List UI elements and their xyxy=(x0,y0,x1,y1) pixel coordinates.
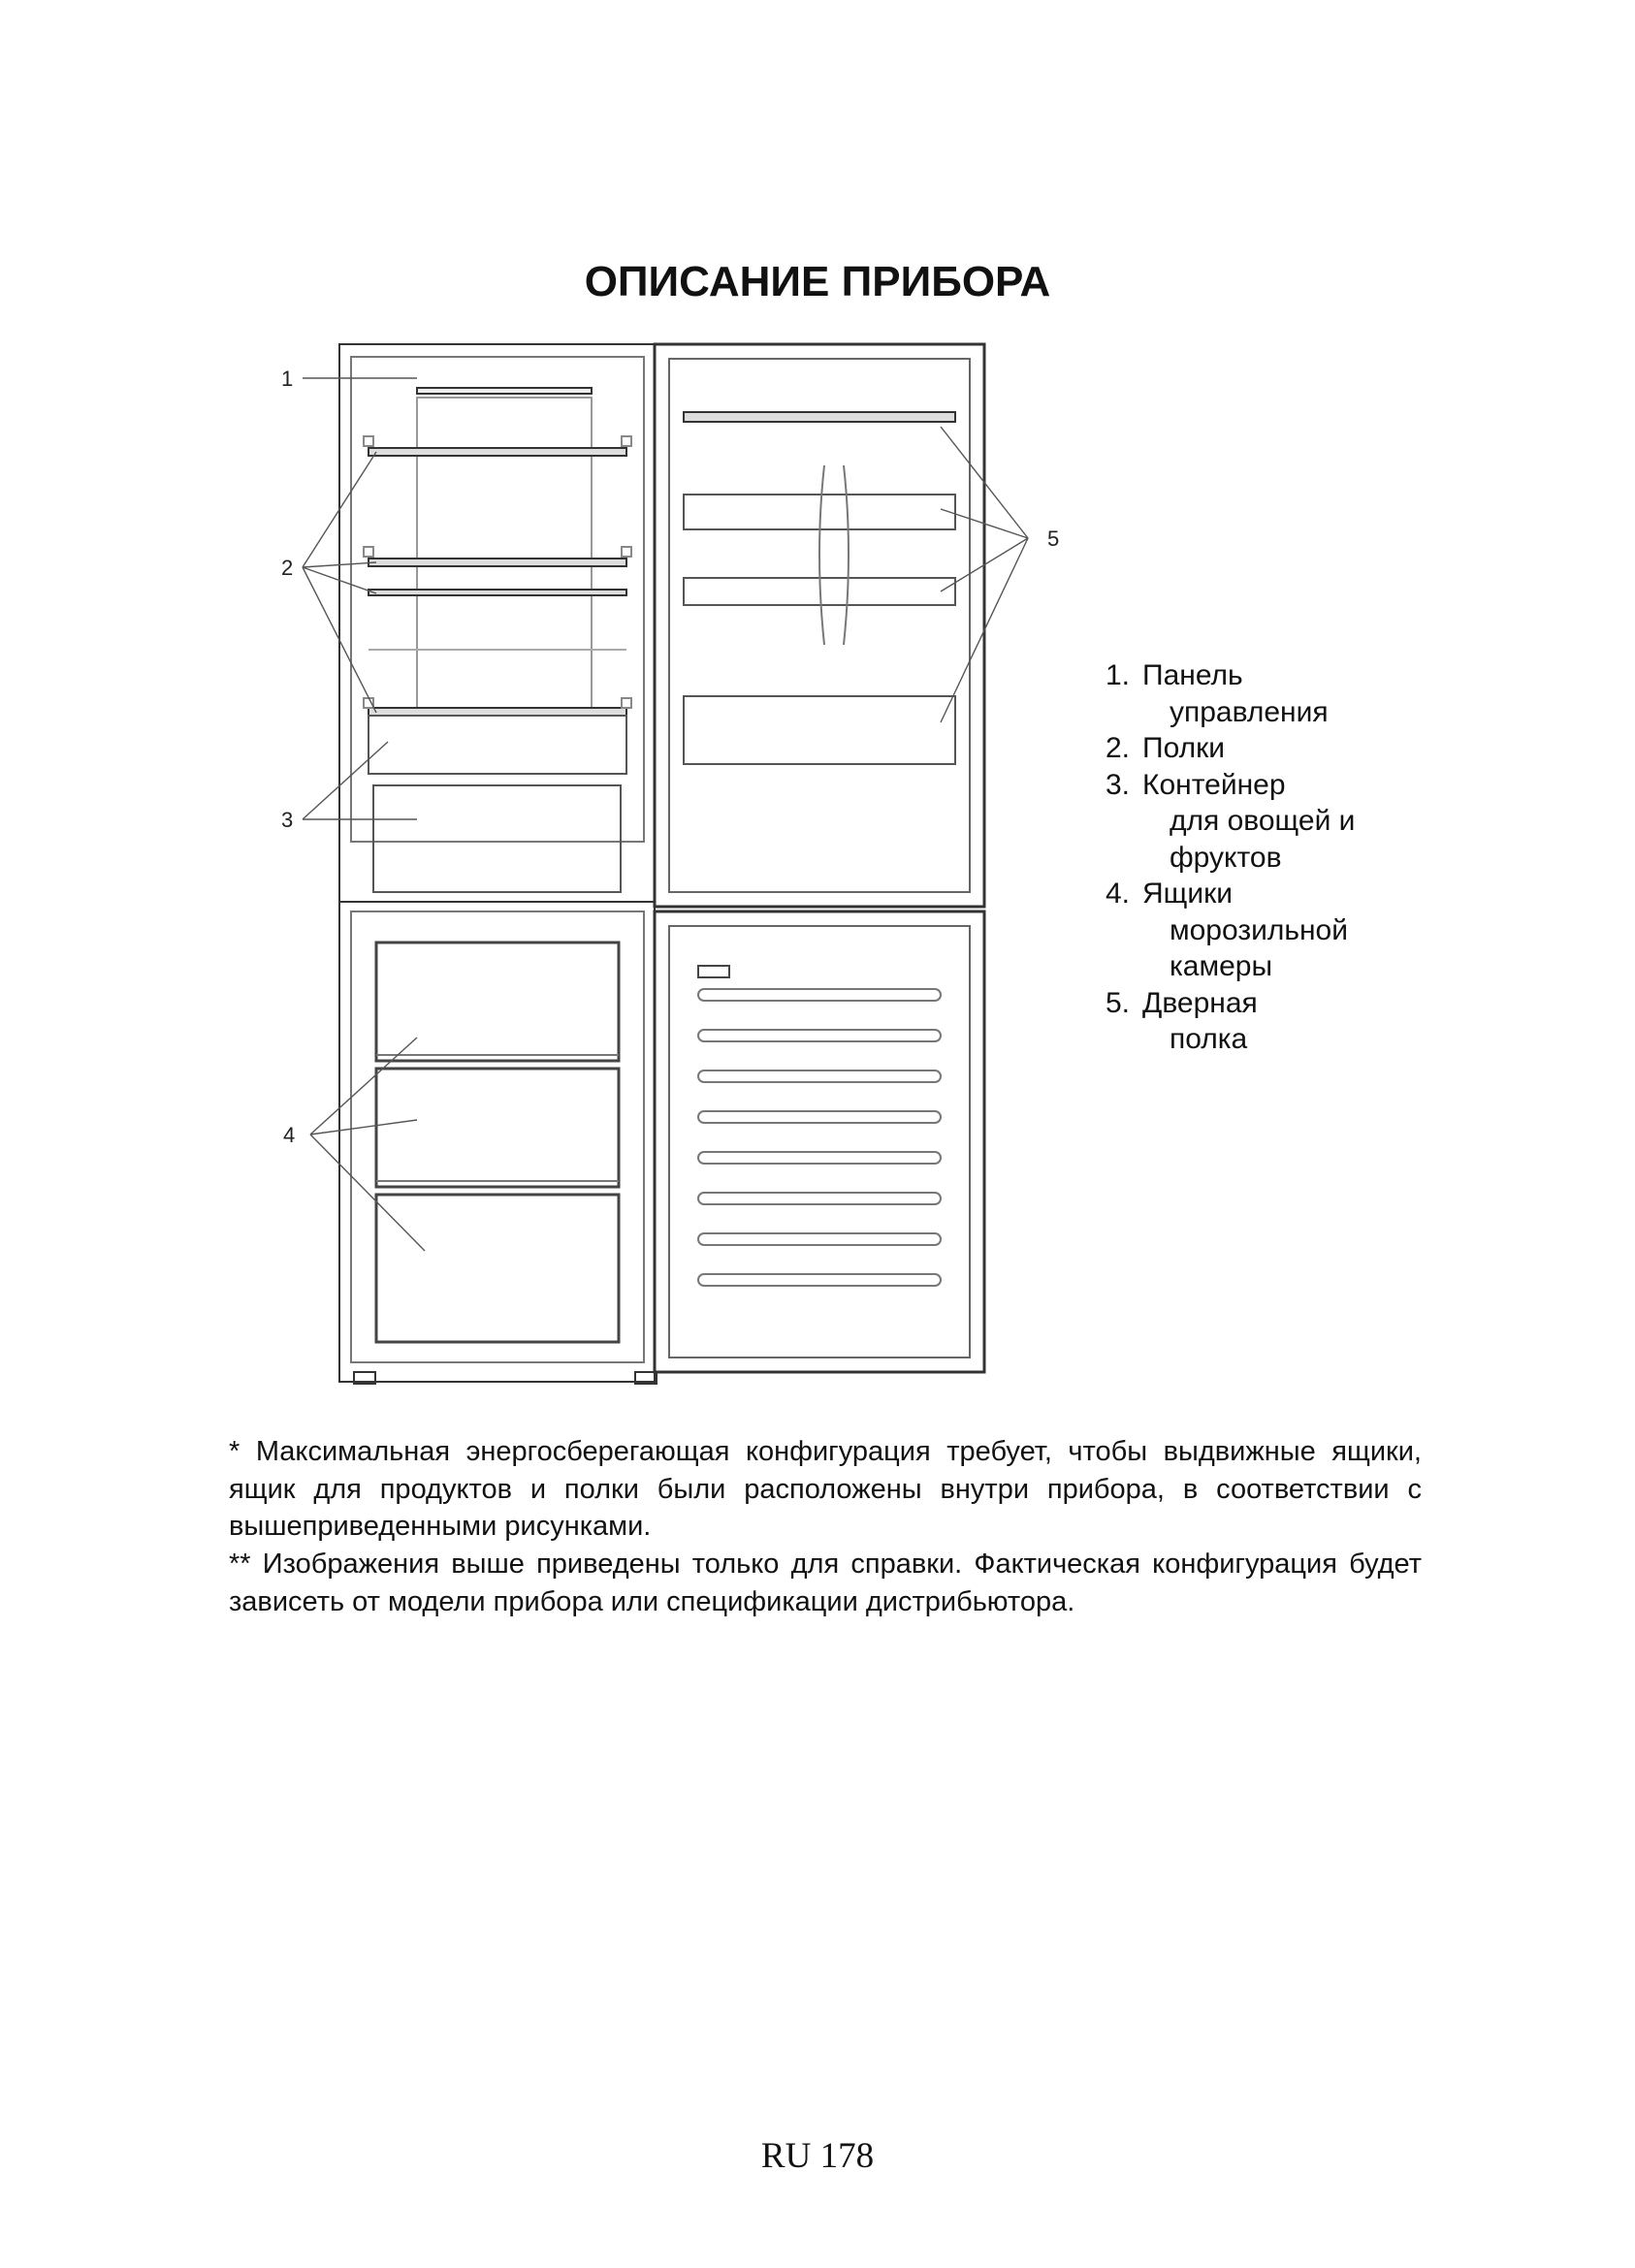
callout-5: 5 xyxy=(1047,527,1060,551)
callout-1: 1 xyxy=(281,367,294,391)
control-panel-shape xyxy=(417,388,592,394)
legend-item: 4. Ящики морозильной камеры xyxy=(1106,878,1348,982)
callout-2: 2 xyxy=(281,556,294,580)
shelf-shape xyxy=(369,708,626,716)
shelf-shape xyxy=(369,590,626,595)
crisper-cover-shape xyxy=(369,716,626,774)
fridge-compartment xyxy=(351,357,644,842)
door-shelf-shape xyxy=(684,696,955,764)
freezer-door-inner xyxy=(669,926,970,1358)
door-control-shape xyxy=(698,966,729,977)
fridge-door-inner xyxy=(669,359,970,892)
refrigerator-drawing xyxy=(262,330,1060,1391)
door-shelf-shape xyxy=(684,412,955,422)
page-title: ОПИСАНИЕ ПРИБОРА xyxy=(584,258,1051,305)
shelf-shape xyxy=(369,559,626,566)
legend-item: 5. Дверная полка xyxy=(1106,986,1258,1055)
legend-item: 2. Полки xyxy=(1106,732,1225,764)
shelf-shape xyxy=(369,448,626,456)
freezer-drawer-shape xyxy=(376,1195,619,1342)
callout-4: 4 xyxy=(283,1123,296,1147)
crisper-box-shape xyxy=(373,785,621,892)
cabinet-outline xyxy=(339,344,655,1382)
freezer-door-shape xyxy=(655,911,984,1372)
legend-item: 3. Контейнер для овощей и фруктов xyxy=(1106,768,1356,874)
freezer-compartment xyxy=(351,911,644,1362)
freezer-drawer-shape xyxy=(376,942,619,1061)
freezer-drawer-shape xyxy=(376,1069,619,1187)
fridge-door-shape xyxy=(655,344,984,907)
page-number: RU 178 xyxy=(760,2136,875,2176)
parts-legend xyxy=(1106,657,1396,1058)
callout-leaders xyxy=(303,378,1028,1251)
energy-note: * Максимальная энергосберегающая конфигурация требует, чтобы выдвижные ящики, ящик для продуктов и полки были расположены внутри прибора, в соответствии с вышеприведенными рисунками. xyxy=(229,1436,1422,1542)
legend-item: 1. Панель управления xyxy=(1106,659,1329,728)
back-wall-panel xyxy=(417,398,592,708)
refrigerator-diagram xyxy=(262,330,1060,1391)
callout-3: 3 xyxy=(281,808,294,832)
reference-note: ** Изображения выше приведены только для справки. Фактическая конфигурация будет зависеть от модели прибора или спецификации дистрибьютора. xyxy=(229,1549,1422,1617)
